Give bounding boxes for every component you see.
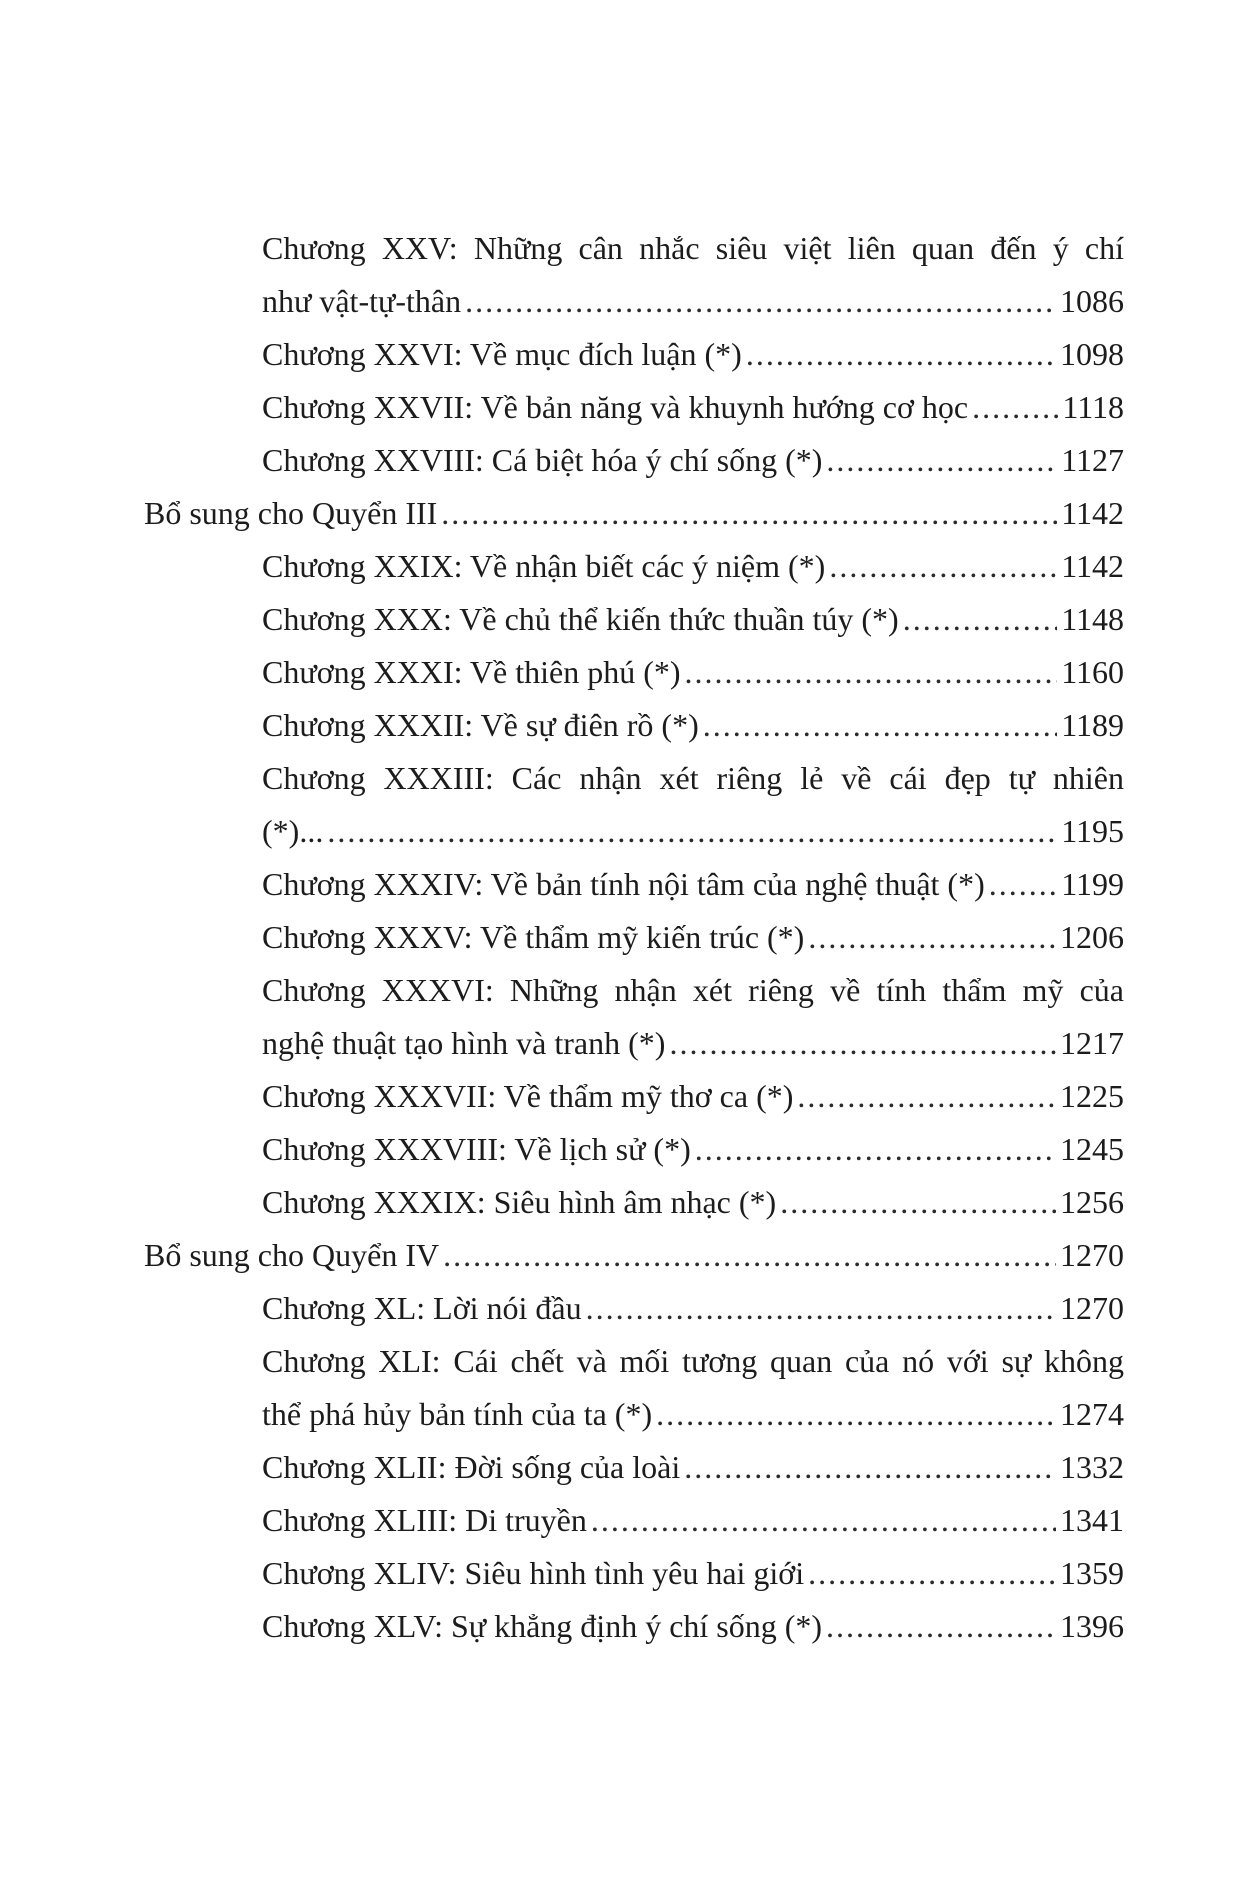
dot-leader	[327, 805, 1057, 858]
toc-entry-title: (*)...	[262, 813, 324, 849]
dot-leader	[465, 275, 1056, 328]
toc-chapter-entry	[0, 593, 1260, 646]
toc-chapter-entry	[0, 1335, 1260, 1441]
toc-entry-line	[262, 1123, 1124, 1176]
toc-entry-title: Chương XLIV: Siêu hình tình yêu hai giới	[262, 1555, 805, 1591]
toc-entry-line	[262, 911, 1124, 964]
toc-entry-title-first-line: Chương XXXIII: Các nhận xét riêng lẻ về cái đẹp tự nhiên	[262, 760, 1124, 796]
toc-entry-line	[262, 1070, 1124, 1123]
toc-entry-title: Chương XXVIII: Cá biệt hóa ý chí sống (*)	[262, 442, 823, 478]
toc-entry-title: Chương XL: Lời nói đầu	[262, 1290, 582, 1326]
dot-leader	[669, 1017, 1056, 1070]
dot-leader	[903, 593, 1058, 646]
toc-entry-line	[262, 858, 1124, 911]
toc-entry-title: Chương XXXI: Về thiên phú (*)	[262, 654, 681, 690]
dot-leader	[656, 1388, 1056, 1441]
toc-page-number: 1396	[1060, 1608, 1124, 1644]
toc-page-number: 1189	[1061, 707, 1124, 743]
toc-chapter-entry	[0, 381, 1260, 434]
toc-entry-line	[262, 381, 1124, 434]
toc-entry-line	[262, 1017, 1124, 1070]
toc-chapter-entry	[0, 1282, 1260, 1335]
dot-leader	[826, 1600, 1056, 1653]
toc-page-number: 1332	[1060, 1449, 1124, 1485]
toc-entry-title-first-line: Chương XXXVI: Những nhận xét riêng về tính thẩm mỹ của	[262, 972, 1124, 1008]
toc-entry-title: Chương XXIX: Về nhận biết các ý niệm (*)	[262, 548, 826, 584]
toc-page-number: 1118	[1062, 389, 1124, 425]
dot-leader	[989, 858, 1057, 911]
toc-entry-title: Chương XXVII: Về bản năng và khuynh hướng cơ học	[262, 389, 969, 425]
dot-leader	[797, 1070, 1056, 1123]
toc-chapter-entry	[0, 540, 1260, 593]
dot-leader	[591, 1494, 1056, 1547]
toc-entry-line	[262, 1547, 1124, 1600]
toc-entry-title: thể phá hủy bản tính của ta (*)	[262, 1396, 653, 1432]
toc-entry-line	[262, 328, 1124, 381]
toc-page-number: 1206	[1060, 919, 1124, 955]
toc-chapter-entry	[0, 1070, 1260, 1123]
toc-entry-line	[262, 1441, 1124, 1494]
toc-entry-line	[262, 699, 1124, 752]
toc-page-number: 1245	[1060, 1131, 1124, 1167]
dot-leader	[695, 1123, 1056, 1176]
dot-leader	[808, 911, 1056, 964]
toc-entry-title: Chương XXXV: Về thẩm mỹ kiến trúc (*)	[262, 919, 805, 955]
toc-chapter-entry	[0, 1123, 1260, 1176]
toc-entry-line	[262, 593, 1124, 646]
toc-entry-title-first-line: Chương XLI: Cái chết và mối tương quan của nó với sự không	[262, 1343, 1124, 1379]
toc-entry-title: Chương XXXVII: Về thẩm mỹ thơ ca (*)	[262, 1078, 794, 1114]
toc-chapter-entry	[0, 1600, 1260, 1653]
toc-page-number: 1270	[1060, 1290, 1124, 1326]
dot-leader	[443, 1229, 1056, 1282]
toc-page-number: 1148	[1061, 601, 1124, 637]
dot-leader	[703, 699, 1057, 752]
toc-page-number: 1160	[1061, 654, 1124, 690]
toc-entry-title: Chương XXXIV: Về bản tính nội tâm của nghệ thuật (*)	[262, 866, 985, 902]
toc-page-number: 1086	[1060, 283, 1124, 319]
toc-entry-line	[144, 487, 1124, 540]
dot-leader	[684, 1441, 1056, 1494]
toc-page-number: 1217	[1060, 1025, 1124, 1061]
toc-entry-line	[262, 1176, 1124, 1229]
dot-leader	[780, 1176, 1056, 1229]
toc-page-number: 1142	[1061, 495, 1124, 531]
toc-entry-line	[262, 275, 1124, 328]
dot-leader	[972, 381, 1058, 434]
dot-leader	[746, 328, 1056, 381]
toc-section-entry	[0, 1229, 1260, 1282]
toc-page-number: 1274	[1060, 1396, 1124, 1432]
toc-entry-title: Bổ sung cho Quyển III	[144, 495, 438, 531]
toc-chapter-entry	[0, 1547, 1260, 1600]
toc-page-number: 1142	[1061, 548, 1124, 584]
toc-page-number: 1127	[1061, 442, 1124, 478]
toc-page-number: 1225	[1060, 1078, 1124, 1114]
toc-chapter-entry	[0, 222, 1260, 328]
toc-entry-line	[262, 646, 1124, 699]
toc-entry-title: Chương XLV: Sự khẳng định ý chí sống (*)	[262, 1608, 823, 1644]
toc-entry-title-first-line: Chương XXV: Những cân nhắc siêu việt liên quan đến ý chí	[262, 230, 1124, 266]
toc-entry-title: nghệ thuật tạo hình và tranh (*)	[262, 1025, 666, 1061]
toc-entry-title: Chương XXXII: Về sự điên rồ (*)	[262, 707, 699, 743]
toc-entry-line	[262, 1388, 1124, 1441]
toc-chapter-entry	[0, 858, 1260, 911]
dot-leader	[685, 646, 1058, 699]
toc-entry-title: Chương XXVI: Về mục đích luận (*)	[262, 336, 742, 372]
dot-leader	[441, 487, 1057, 540]
toc-entry-title: như vật-tự-thân	[262, 283, 462, 319]
toc-entry-title: Chương XXXIX: Siêu hình âm nhạc (*)	[262, 1184, 777, 1220]
toc-chapter-entry	[0, 911, 1260, 964]
toc-chapter-entry	[0, 964, 1260, 1070]
toc-entry-line	[262, 1494, 1124, 1547]
toc-chapter-entry	[0, 1494, 1260, 1547]
toc-chapter-entry	[0, 434, 1260, 487]
dot-leader	[586, 1282, 1056, 1335]
toc-entry-title: Bổ sung cho Quyển IV	[144, 1237, 440, 1273]
toc-entry-title: Chương XLII: Đời sống của loài	[262, 1449, 681, 1485]
toc-page-number: 1199	[1061, 866, 1124, 902]
toc-entry-title: Chương XLIII: Di truyền	[262, 1502, 587, 1538]
toc-entry-line	[144, 1229, 1124, 1282]
toc-entry-line	[262, 1600, 1124, 1653]
toc-page-number: 1359	[1060, 1555, 1124, 1591]
toc-chapter-entry	[0, 1176, 1260, 1229]
toc-page-number: 1270	[1060, 1237, 1124, 1273]
toc-entry-line	[262, 1282, 1124, 1335]
dot-leader	[808, 1547, 1056, 1600]
toc-entry-line	[262, 805, 1124, 858]
toc-section-entry	[0, 487, 1260, 540]
dot-leader	[829, 540, 1057, 593]
table-of-contents	[0, 222, 1260, 1653]
toc-chapter-entry	[0, 752, 1260, 858]
toc-chapter-entry	[0, 1441, 1260, 1494]
dot-leader	[826, 434, 1057, 487]
toc-page-number: 1341	[1060, 1502, 1124, 1538]
toc-chapter-entry	[0, 699, 1260, 752]
toc-page-number: 1256	[1060, 1184, 1124, 1220]
toc-chapter-entry	[0, 646, 1260, 699]
toc-page-number: 1098	[1060, 336, 1124, 372]
toc-entry-title: Chương XXX: Về chủ thể kiến thức thuần túy (*)	[262, 601, 899, 637]
toc-page-number: 1195	[1061, 813, 1124, 849]
toc-chapter-entry	[0, 328, 1260, 381]
toc-entry-line	[262, 540, 1124, 593]
toc-entry-title: Chương XXXVIII: Về lịch sử (*)	[262, 1131, 691, 1167]
toc-entry-line	[262, 434, 1124, 487]
